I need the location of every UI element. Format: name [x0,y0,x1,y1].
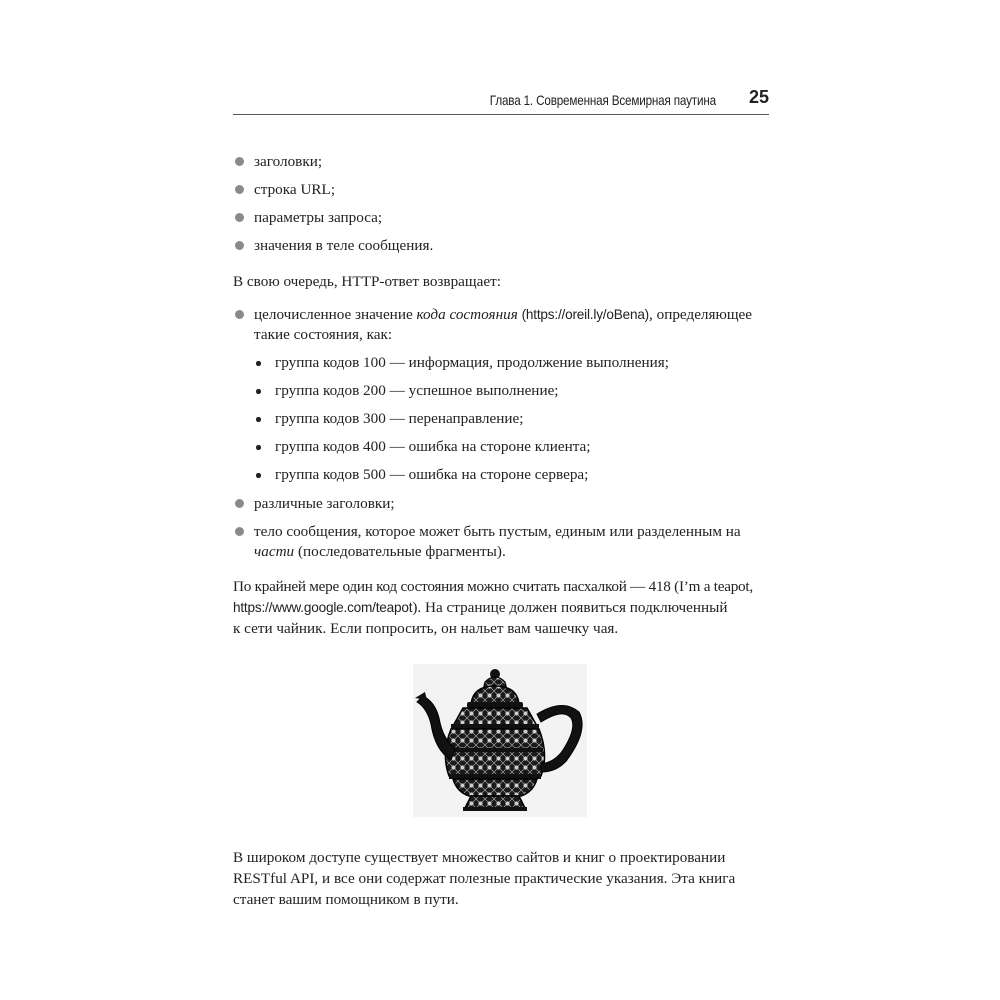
sub-list-item: группа кодов 300 — перенаправление; [275,410,524,427]
list-item: параметры запроса; [254,209,383,226]
teapot-icon [413,664,587,817]
body-line-2 [254,542,506,562]
sub-bullet-icon [256,389,261,394]
list-item: строка URL; [254,181,336,198]
teapot-paragraph-line-3: к сети чайник. Если попросить, он нальет вам чашечку чая. [233,620,619,637]
list-item-status-code [254,305,752,325]
chapter-title: Глава 1. Современная Всемирная паутина [489,93,716,108]
page-number: 25 [748,87,769,107]
status-line-2: такие состояния, как: [254,326,393,343]
closing-line-1: В широком доступе существует множество сайтов и книг о проектировании [233,849,726,866]
status-code-link[interactable]: (https://oreil.ly/oBena) [521,307,650,322]
status-term: кода состояния [416,306,518,323]
teapot-line-2-rest: ). На странице должен появиться подключенный [412,599,728,616]
sub-bullet-icon [256,361,261,366]
body-rest: (последовательные фрагменты). [294,543,506,560]
sub-list-item: группа кодов 400 — ошибка на стороне клиента; [275,438,591,455]
running-head [233,88,769,115]
bullet-icon [235,527,244,536]
closing-line-3: станет вашим помощником в пути. [233,891,459,908]
response-intro: В свою очередь, HTTP-ответ возвращает: [233,273,501,290]
status-prefix: целочисленное значение [254,306,413,323]
bullet-icon [235,185,244,194]
bullet-icon [235,213,244,222]
sub-bullet-icon [256,473,261,478]
teapot-paragraph-line-2 [233,598,727,618]
teapot-link[interactable]: https://www.google.com/teapot [233,600,413,615]
list-item: значения в теле сообщения. [254,237,434,254]
list-item: заголовки; [254,153,323,170]
status-suffix: , определяющее [649,306,753,323]
bullet-icon [235,157,244,166]
sub-list-item: группа кодов 500 — ошибка на стороне сервера; [275,466,589,483]
bullet-icon [235,499,244,508]
closing-line-2: RESTful API, и все они содержат полезные практические указания. Эта книга [233,870,736,887]
list-item: различные заголовки; [254,495,395,512]
teapot-paragraph-line-1: По крайней мере один код состояния можно считать пасхалкой — 418 (I’m a teapot, [233,578,753,595]
sub-list-item: группа кодов 200 — успешное выполнение; [275,382,559,399]
bullet-icon [235,241,244,250]
sub-bullet-icon [256,417,261,422]
teapot-figure [413,664,587,817]
sub-bullet-icon [256,445,261,450]
list-item-body: тело сообщения, которое может быть пустым, единым или разделенным на [254,523,741,540]
sub-list-item: группа кодов 100 — информация, продолжение выполнения; [275,354,669,371]
body-term: части [254,543,295,560]
bullet-icon [235,310,244,319]
